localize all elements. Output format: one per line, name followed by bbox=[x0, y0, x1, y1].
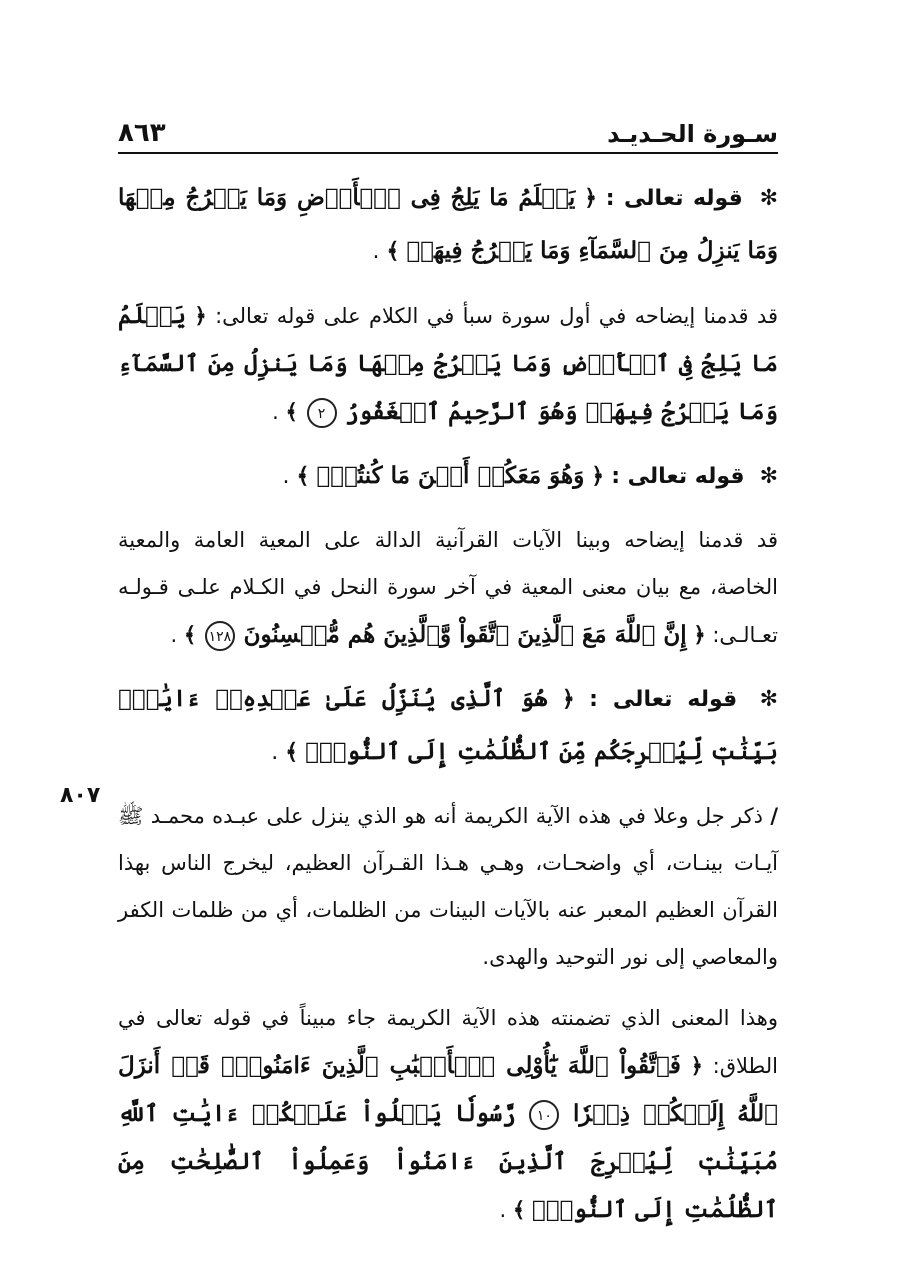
quran-verse: يَعۡلَمُ مَا يَلِجُ فِى ٱلۡأَرۡضِ وَمَا يَخۡرُجُ مِنۡهَا وَمَا يَنزِلُ مِنَ ٱلسَّمَآءِ وَمَا يَعۡرُجُ فِيهَاۚ bbox=[118, 184, 778, 264]
quran-verse: هُوَ ٱلَّذِى يُنَزِّلُ عَلَىٰ عَبۡدِهِۦٓ ءَايَٰتِۭ بَيِّنَٰتٖ لِّيُخۡرِجَكُم مِّنَ ٱلظُّلُمَٰتِ إِلَى ٱلنُّورِۚ bbox=[118, 685, 778, 765]
full-stop: . bbox=[170, 623, 178, 647]
verse-intro: قوله تعالى : bbox=[589, 687, 738, 712]
quran-verse: فَٱتَّقُواْ ٱللَّهَ يَٰٓأُوْلِى ٱلۡأَلۡبَٰبِ ٱلَّذِينَ ءَامَنُواْۚ قَدۡ أَنزَلَ ٱللَّهُ إِلَيۡكُمۡ ذِكۡرٗا bbox=[118, 1052, 778, 1127]
commentary-text: ذكر جل وعلا في هذه الآية الكريمة أنه هو الذي ينزل على عبـده محمـد ﷺ آيـات بينـات، أي واضحـات، وهـي هـذا القـرآن العظيم، ليخرج الناس بهذا القرآن العظيم المعبر عنه بالآيات البينات من الظلمات، أي من ظلمات الكفر والمعاصي إلى نور التوحيد والهدى. bbox=[118, 804, 778, 969]
verse-intro: قوله تعالى : bbox=[611, 464, 745, 489]
commentary-text: قد قدمنا إيضاحه وبينا الآيات القرآنية الدالة على المعية العامة والمعية الخاصة، مع بيان معنى المعية في آخر سورة النحل في الكـلام علـى قـولـه تعـالـى: bbox=[118, 528, 778, 647]
page-number: ٨٦٣ bbox=[118, 118, 166, 148]
quran-verse-continued: رَّسُولٗا يَتۡلُواْ عَلَيۡكُمۡ ءَايَٰتِ ٱللَّهِ مُبَيِّنَٰتٖ لِّيُخۡرِجَ ٱلَّذِينَ ءَامَنُواْ وَعَمِلُواْ ٱلصَّٰلِحَٰتِ مِنَ ٱلظُّلُمَٰتِ إِلَى ٱلنُّورِۚ bbox=[118, 1100, 778, 1223]
quran-close-bracket: ﴾ bbox=[183, 622, 197, 647]
surah-title: سـورة الحـديـد bbox=[607, 120, 778, 148]
commentary-paragraph-2 bbox=[118, 517, 778, 659]
margin-page-reference: ٨٠٧ bbox=[60, 783, 101, 808]
full-stop: . bbox=[372, 239, 380, 264]
full-stop: . bbox=[271, 740, 279, 765]
asterisk-icon: ✻ bbox=[759, 687, 778, 712]
quran-open-bracket: ﴿ bbox=[584, 185, 597, 211]
quran-open-bracket: ﴿ bbox=[561, 686, 575, 712]
verse-heading-3 bbox=[118, 673, 778, 779]
page bbox=[118, 110, 778, 1248]
asterisk-icon: ✻ bbox=[759, 186, 778, 211]
full-stop: . bbox=[499, 1198, 507, 1222]
quran-verse: وَهُوَ مَعَكُمۡ أَيۡنَ مَا كُنتُمۡۚ bbox=[316, 462, 585, 489]
verse-heading-2 bbox=[118, 450, 778, 503]
commentary-paragraph-4 bbox=[118, 995, 778, 1234]
page-header bbox=[118, 110, 778, 154]
quran-close-bracket: ﴾ bbox=[285, 739, 299, 765]
commentary-paragraph-1 bbox=[118, 292, 778, 436]
quran-verse: يَعۡلَمُ مَا يَلِجُ فِى ٱلۡأَرۡضِ وَمَا يَخۡرُجُ مِنۡهَا وَمَا يَنزِلُ مِنَ ٱلسَّمَآءِ وَمَا يَعۡرُجُ فِيهَاۚ وَهُوَ ٱلرَّحِيمُ ٱلۡغَفُورُ bbox=[118, 302, 778, 425]
quran-open-bracket: ﴿ bbox=[591, 463, 605, 489]
quran-close-bracket: ﴾ bbox=[296, 463, 310, 489]
quran-open-bracket: ﴿ bbox=[194, 303, 207, 328]
commentary-text: وهذا المعنى الذي تضمنته هذه الآية الكريمة جاء مبيناً في قوله تعالى في الطلاق: bbox=[118, 1006, 778, 1078]
commentary-paragraph-3 bbox=[118, 793, 778, 981]
page-content bbox=[118, 172, 778, 1234]
verse-heading-1 bbox=[118, 172, 778, 278]
ayah-number-badge: ١٠ bbox=[529, 1100, 559, 1130]
quran-close-bracket: ﴾ bbox=[285, 399, 298, 424]
full-stop: . bbox=[272, 400, 279, 424]
asterisk-icon: ✻ bbox=[759, 464, 778, 489]
quran-verse: إِنَّ ٱللَّهَ مَعَ ٱلَّذِينَ ٱتَّقَواْ وَّٱلَّذِينَ هُم مُّحۡسِنُونَ bbox=[243, 621, 687, 648]
full-stop: . bbox=[282, 464, 290, 489]
page-break-mark: / bbox=[770, 804, 778, 828]
quran-open-bracket: ﴿ bbox=[690, 1053, 703, 1078]
quran-close-bracket: ﴾ bbox=[386, 238, 400, 264]
commentary-text: قد قدمنا إيضاحه في أول سورة سبأ في الكلام على قوله تعالى: bbox=[215, 304, 778, 328]
quran-close-bracket: ﴾ bbox=[512, 1197, 526, 1222]
quran-open-bracket: ﴿ bbox=[693, 622, 706, 647]
ayah-number-badge: ٢ bbox=[307, 398, 337, 428]
verse-intro: قوله تعالى : bbox=[605, 186, 743, 211]
ayah-number-badge: ١٢٨ bbox=[205, 621, 235, 651]
